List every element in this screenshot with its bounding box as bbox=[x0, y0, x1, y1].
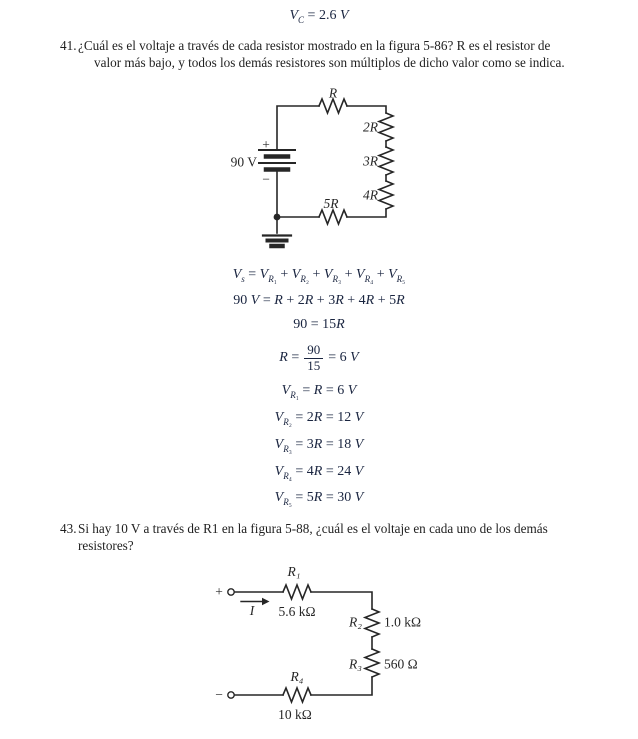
fraction-denominator: 15 bbox=[307, 357, 321, 373]
solution-step-2: 90 V = R + 2R + 3R + 4R + 5R bbox=[233, 293, 405, 308]
battery-plus-label: + bbox=[262, 137, 270, 152]
solution-step-9: $V_{R_5} = 5R = 30$ V bbox=[274, 490, 364, 507]
fraction-rhs: = 6 V bbox=[328, 350, 359, 365]
resistor-5r-symbol bbox=[319, 210, 347, 224]
circuit-wires bbox=[235, 585, 380, 702]
resistor-r-symbol bbox=[319, 99, 347, 113]
solution-step-5: $V_{R_1} = R = 6$ V bbox=[281, 383, 357, 400]
ground-icon bbox=[263, 236, 291, 247]
resistor-r2-symbol bbox=[365, 609, 379, 637]
equation-vc: $V_C = 2.6$ V bbox=[289, 8, 349, 25]
problem-41-line-2: valor más bajo, y todos los demás resistores son múltiplos de dicho valor como se indica. bbox=[94, 55, 565, 70]
resistor-4r-symbol bbox=[379, 181, 393, 209]
resistor-r4-value: 10 kΩ bbox=[278, 707, 312, 722]
problem-41-text bbox=[78, 37, 565, 71]
resistor-4r-label: 4R bbox=[363, 187, 378, 203]
problem-43 bbox=[60, 520, 548, 554]
resistor-5r-label: 5R bbox=[323, 196, 339, 211]
resistor-r2-value: 1.0 kΩ bbox=[384, 614, 422, 630]
resistor-r1-symbol bbox=[283, 585, 311, 599]
solution-step-6: $V_{R_2} = 2R = 12$ V bbox=[274, 410, 364, 427]
resistor-3r-symbol bbox=[379, 147, 393, 175]
battery-minus-label: − bbox=[262, 171, 270, 187]
problem-43-number: 43. bbox=[60, 521, 77, 536]
minus-terminal-label: − bbox=[215, 687, 223, 702]
resistor-3r-label: 3R bbox=[363, 153, 378, 169]
problem-43-line-1: Si hay 10 V a través de R1 en la figura 5-88, ¿cuál es el voltaje en cada uno de los demás bbox=[78, 521, 548, 536]
solution-step-1: $V_s = V_{R_1} + V_{R_2} + V_{R_3} + V_{R_4} + V_{R_5}$ bbox=[232, 267, 406, 284]
fraction bbox=[304, 343, 323, 374]
resistor-r1-value: 5.6 kΩ bbox=[278, 604, 316, 619]
figure-5-86-circuit bbox=[228, 84, 443, 256]
solution-step-4 bbox=[0, 339, 638, 377]
battery-symbol bbox=[259, 150, 295, 170]
resistor-r4-symbol bbox=[283, 688, 311, 702]
battery-voltage-label: 90 V bbox=[230, 154, 257, 170]
resistor-r3-symbol bbox=[365, 649, 379, 677]
resistor-r1-label: R₁ bbox=[287, 564, 301, 579]
figure-5-88-circuit bbox=[205, 558, 440, 733]
negative-terminal bbox=[228, 692, 234, 698]
resistor-2r-label: 2R bbox=[363, 119, 378, 135]
resistor-2r-symbol bbox=[379, 113, 393, 141]
current-arrow-icon bbox=[241, 598, 270, 605]
resistor-r4-label: R₄ bbox=[290, 669, 304, 684]
problem-41 bbox=[60, 37, 565, 71]
resistor-r3-label: R₃ bbox=[349, 656, 362, 672]
fraction-numerator: 90 bbox=[304, 343, 323, 359]
solution-step-7: $V_{R_3} = 3R = 18$ V bbox=[274, 437, 364, 454]
solution-step-8: $V_{R_4} = 4R = 24$ V bbox=[274, 464, 364, 481]
problem-41-number: 41. bbox=[60, 38, 77, 53]
current-label: I bbox=[249, 603, 255, 618]
junction-node bbox=[274, 214, 281, 221]
problem-43-line-2: resistores? bbox=[78, 538, 134, 553]
resistor-r3-value: 560 Ω bbox=[384, 656, 418, 672]
problem-43-text bbox=[78, 520, 548, 554]
resistor-r2-label: R₂ bbox=[349, 614, 362, 630]
solution-step-3: 90 = 15R bbox=[293, 317, 345, 332]
problem-41-line-1: ¿Cuál es el voltaje a través de cada resistor mostrado en la figura 5-86? R es el resistor de bbox=[78, 38, 551, 53]
positive-terminal bbox=[228, 589, 234, 595]
fraction-lhs: R = bbox=[279, 350, 300, 365]
plus-terminal-label: + bbox=[215, 584, 223, 599]
resistor-r-label: R bbox=[328, 85, 338, 101]
